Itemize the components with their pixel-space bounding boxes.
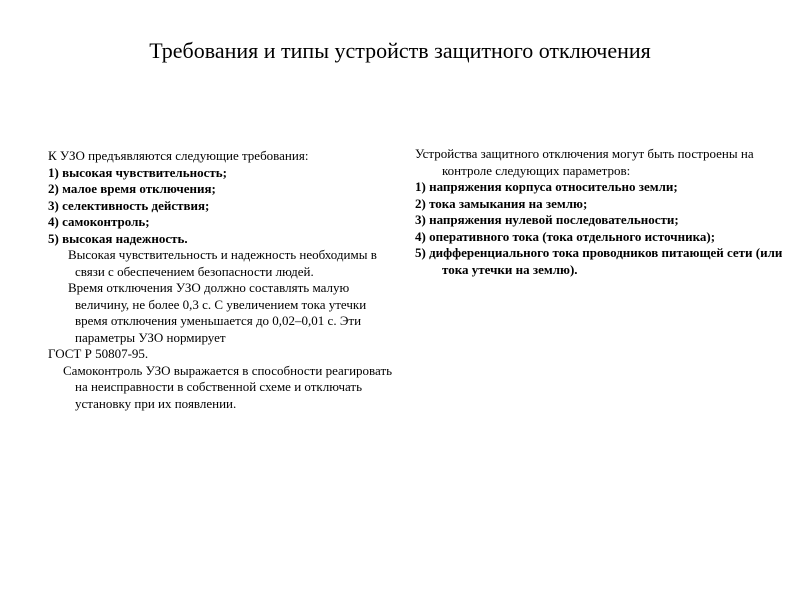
gost-reference: ГОСТ Р 50807-95. <box>48 346 149 361</box>
requirement-item: 2) малое время отключения; <box>48 181 216 196</box>
requirements-intro: К УЗО предъявляются следующие требования: <box>48 148 309 163</box>
sensitivity-paragraph: Высокая чувствительность и надежность необходимы в связи с обеспечением безопасности людей. <box>68 247 377 279</box>
requirements-column <box>48 148 393 412</box>
requirement-item: 3) селективность действия; <box>48 197 210 213</box>
parameter-item: 5) дифференциального тока проводников питающей сети (или тока утечки на землю). <box>415 245 783 277</box>
self-control-paragraph: Самоконтроль УЗО выражается в способности реагировать на неисправности в собственной схеме и отключать установку при их появлении. <box>63 362 393 411</box>
parameter-item: 1) напряжения корпуса относительно земли; <box>415 179 678 194</box>
requirement-item: 1) высокая чувствительность; <box>48 164 227 180</box>
trip-time-paragraph: Время отключения УЗО должно составлять малую величину, не более 0,3 с. С увеличением тока утечки время отключения уменьшается до 0,02–0,01 с. Эти параметры УЗО нормирует <box>68 280 367 345</box>
parameter-item: 2) тока замыкания на землю; <box>415 195 588 211</box>
parameter-item: 3) напряжения нулевой последовательности; <box>415 212 679 227</box>
requirement-item: 4) самоконтроль; <box>48 214 150 229</box>
parameter-item: 4) оперативного тока (тока отдельного источника); <box>415 228 716 244</box>
parameters-intro: Устройства защитного отключения могут быть построены на контроле следующих параметров: <box>415 146 754 178</box>
requirement-item: 5) высокая надежность. <box>48 230 188 246</box>
slide-title: Требования и типы устройств защитного отключения <box>149 38 651 63</box>
parameters-column <box>415 146 785 278</box>
